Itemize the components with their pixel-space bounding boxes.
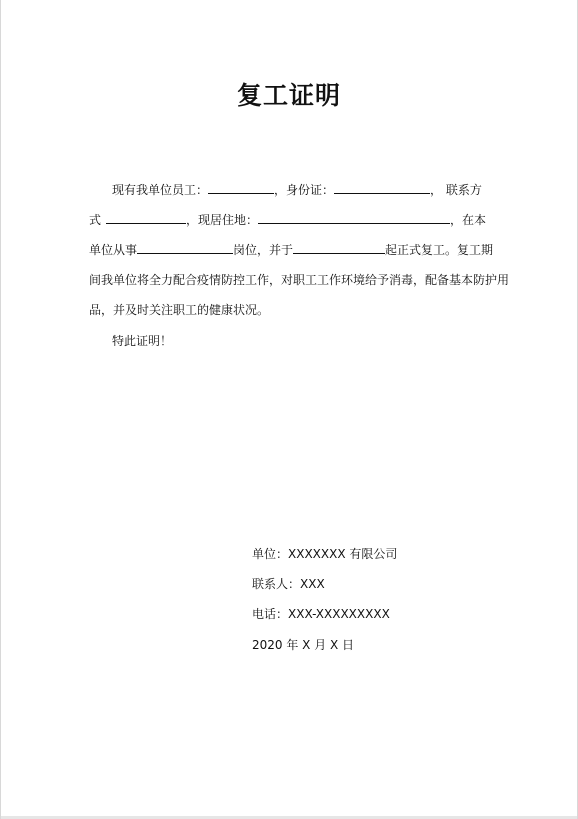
contact-label-part1: ， 联系方	[430, 183, 482, 197]
start-date-blank[interactable]	[293, 240, 385, 254]
id-card-label: ，身份证：	[274, 183, 335, 197]
id-card-blank[interactable]	[334, 180, 430, 194]
signature-date: 2020 年 X 月 X 日	[252, 638, 355, 652]
post-label: 单位从事	[89, 243, 138, 257]
start-date-label: 岗位，并于	[233, 243, 294, 257]
closing-text: 特此证明！	[112, 334, 173, 348]
employee-label: 现有我单位员工：	[112, 183, 209, 197]
body-line-4: 间我单位将全力配合疫情防控工作，对职工工作环境给予消毒，配备基本防护用	[89, 273, 510, 287]
signature-company: 单位：XXXXXXX 有限公司	[252, 547, 398, 561]
signature-contact: 联系人：XXX	[252, 577, 325, 591]
address-blank[interactable]	[258, 210, 450, 224]
unit-label-part1: ，在本	[450, 213, 487, 227]
document-title: 复工证明	[236, 81, 341, 110]
body-line-5: 品，并及时关注职工的健康状况。	[89, 303, 270, 317]
contact-blank[interactable]	[106, 210, 186, 224]
resume-text: 起正式复工。复工期	[385, 243, 494, 257]
post-blank[interactable]	[137, 240, 233, 254]
body-line-2	[89, 210, 486, 230]
contact-label-part2: 式	[89, 213, 102, 227]
signature-phone: 电话：XXX-XXXXXXXXX	[252, 607, 390, 621]
body-line-1	[112, 180, 482, 200]
body-line-3	[89, 240, 493, 260]
employee-name-blank[interactable]	[208, 180, 274, 194]
address-label: ，现居住地：	[186, 213, 259, 227]
